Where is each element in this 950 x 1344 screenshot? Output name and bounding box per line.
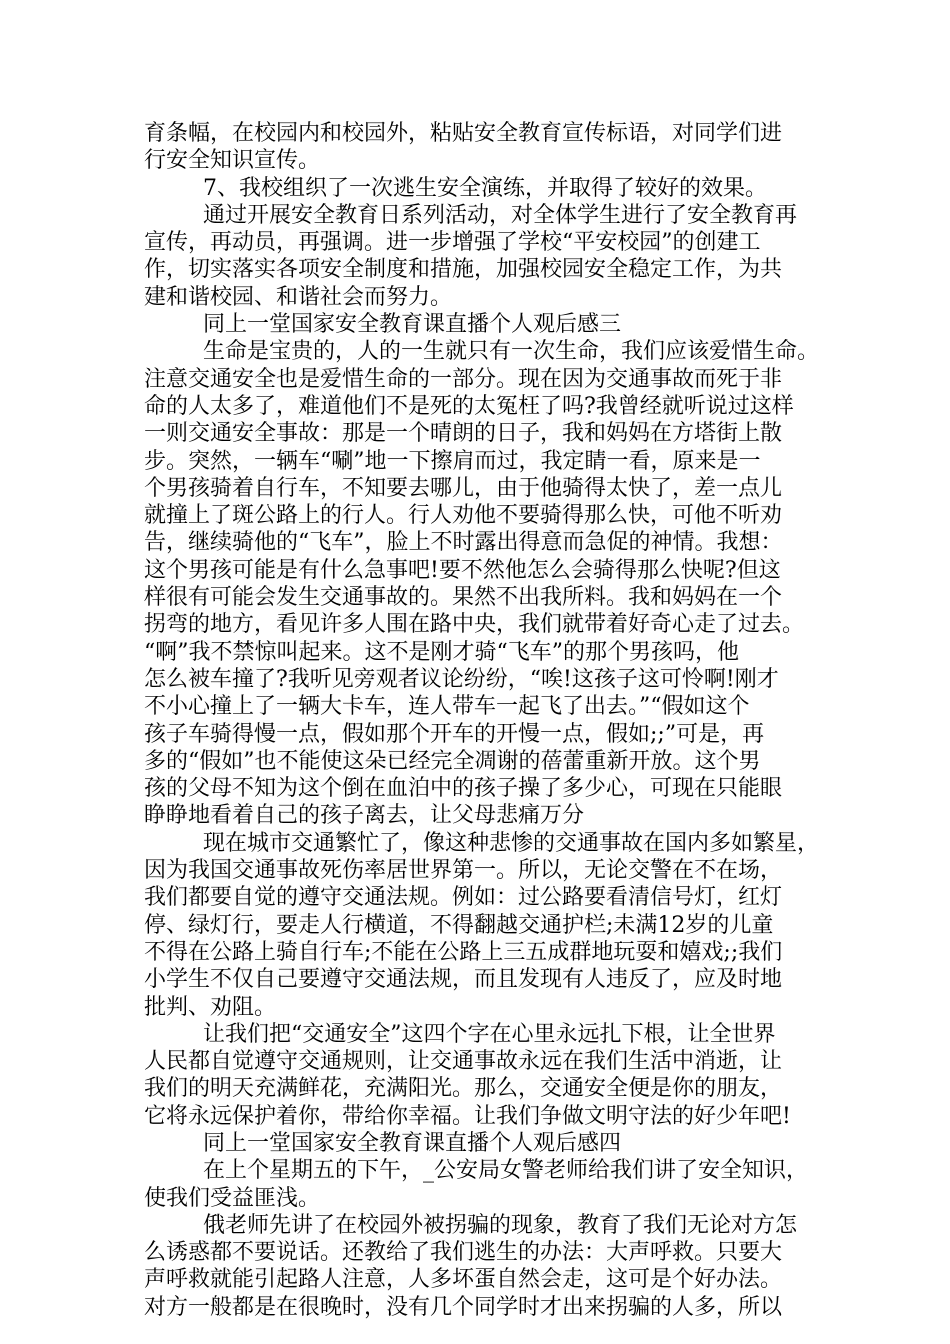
paragraph	[144, 1157, 809, 1212]
text-line: 告，继续骑他的“飞车”，脸上不时露出得意而急促的神情。我想：	[144, 530, 783, 556]
text-line: 在上个星期五的下午，_公安局女警老师给我们讲了安全知识，	[203, 1158, 809, 1184]
paragraph	[144, 1212, 804, 1321]
text-line: 它将永远保护着你，带给你幸福。让我们争做文明守法的好少年吧!	[144, 1103, 791, 1129]
text-line: 一则交通安全事故：那是一个晴朗的日子，我和妈妈在方塔街上散	[144, 421, 783, 447]
text-line: 小学生不仅自己要遵守交通法规，而且发现有人违反了，应及时地	[144, 967, 783, 993]
heading-text: 同上一堂国家安全教育课直播个人观后感三	[203, 312, 622, 338]
text-line: “啊”我不禁惊叫起来。这不是刚才骑“飞车”的那个男孩吗，他	[144, 639, 739, 665]
text-line: 建和谐校园、和谐社会而努力。	[144, 284, 453, 310]
paragraph	[144, 830, 820, 1021]
text-line: 注意交通安全也是爱惜生命的一部分。现在因为交通事故而死于非	[144, 366, 783, 392]
text-line: 我们的明天充满鲜花，充满阳光。那么，交通安全便是你的朋友，	[144, 1076, 783, 1102]
text-line: 作，切实落实各项安全制度和措施，加强校园安全稳定工作，为共	[144, 257, 783, 283]
text-line: 不小心撞上了一辆大卡车，连人带车一起飞了出去。”“假如这个	[144, 694, 750, 720]
text-line: 命的人太多了，难道他们不是死的太冤枉了吗?我曾经就听说过这样	[144, 393, 794, 419]
text-line: 么诱惑都不要说话。还教给了我们逃生的办法：大声呼救。只要大	[144, 1240, 783, 1266]
paragraph	[144, 338, 820, 829]
paragraph	[144, 120, 804, 175]
text-line: 孩子车骑得慢一点，假如那个开车的开慢一点，假如;;”可是，再	[144, 721, 765, 747]
text-line: 孩的父母不知为这个倒在血泊中的孩子操了多少心，可现在只能眼	[144, 776, 783, 802]
text-line: 宣传，再动员，再强调。进一步增强了学校“平安校园”的创建工	[144, 230, 761, 256]
text-line: 多的“假如”也不能使这朵已经完全凋谢的蓓蕾重新开放。这个男	[144, 748, 761, 774]
paragraph	[144, 1021, 804, 1130]
text-line: 现在城市交通繁忙了，像这种悲惨的交通事故在国内多如繁星，	[203, 830, 820, 856]
text-line: 就撞上了斑公路上的行人。行人劝他不要骑得那么快，可他不听劝	[144, 503, 783, 529]
text-line: 人民都自觉遵守交通规则，让交通事故永远在我们生活中消逝，让	[144, 1049, 783, 1075]
text-line: 因为我国交通事故死伤率居世界第一。所以，无论交警在不在场，	[144, 858, 783, 884]
section-heading	[144, 1130, 804, 1157]
text-line: 生命是宝贵的，人的一生就只有一次生命，我们应该爱惜生命。	[203, 339, 820, 365]
document-body	[144, 120, 820, 1321]
text-line: 声呼救就能引起路人注意，人多坏蛋自然会走，这可是个好办法。	[144, 1267, 783, 1293]
text-line: 样很有可能会发生交通事故的。果然不出我所料。我和妈妈在一个	[144, 585, 783, 611]
text-line: 怎么被车撞了?我听见旁观者议论纷纷，“唉!这孩子这可怜啊!刚才	[144, 666, 779, 692]
section-heading	[144, 311, 804, 338]
text-line: 睁睁地看着自己的孩子离去，让父母悲痛万分	[144, 803, 585, 829]
text-line: 育条幅，在校园内和校园外，粘贴安全教育宣传标语，对同学们进	[144, 121, 783, 146]
text-line: 批判、劝阻。	[144, 994, 277, 1020]
text-line: 使我们受益匪浅。	[144, 1185, 321, 1211]
text-line: 让我们把“交通安全”这四个字在心里永远扎下根，让全世界	[203, 1021, 776, 1047]
text-line: 拐弯的地方，看见许多人围在路中央，我们就带着好奇心走了过去。	[144, 612, 805, 638]
text-line: 个男孩骑着自行车，不知要去哪儿，由于他骑得太快了，差一点儿	[144, 475, 783, 501]
text-line: 对方一般都是在很晚时，没有几个同学时才出来拐骗的人多，所以	[144, 1294, 783, 1320]
text-line: 俄老师先讲了在校园外被拐骗的现象，教育了我们无论对方怎	[203, 1212, 798, 1238]
text-line: 7、我校组织了一次逃生安全演练，并取得了较好的效果。	[203, 175, 767, 201]
text-line: 这个男孩可能是有什么急事吧!要不然他怎么会骑得那么快呢?但这	[144, 557, 781, 583]
heading-text: 同上一堂国家安全教育课直播个人观后感四	[203, 1130, 622, 1156]
text-line: 步。突然，一辆车“唰”地一下擦肩而过，我定睛一看，原来是一	[144, 448, 761, 474]
text-line: 行安全知识宣传。	[144, 148, 321, 174]
paragraph	[144, 202, 804, 311]
text-line: 通过开展安全教育日系列活动，对全体学生进行了安全教育再	[203, 202, 798, 228]
text-line: 不得在公路上骑自行车;不能在公路上三五成群地玩耍和嬉戏;;我们	[144, 939, 783, 965]
paragraph	[144, 175, 804, 202]
text-line: 我们都要自觉的遵守交通法规。例如：过公路要看清信号灯，红灯	[144, 885, 783, 911]
text-line: 停、绿灯行，要走人行横道，不得翻越交通护栏;未满12岁的儿童	[144, 912, 774, 938]
